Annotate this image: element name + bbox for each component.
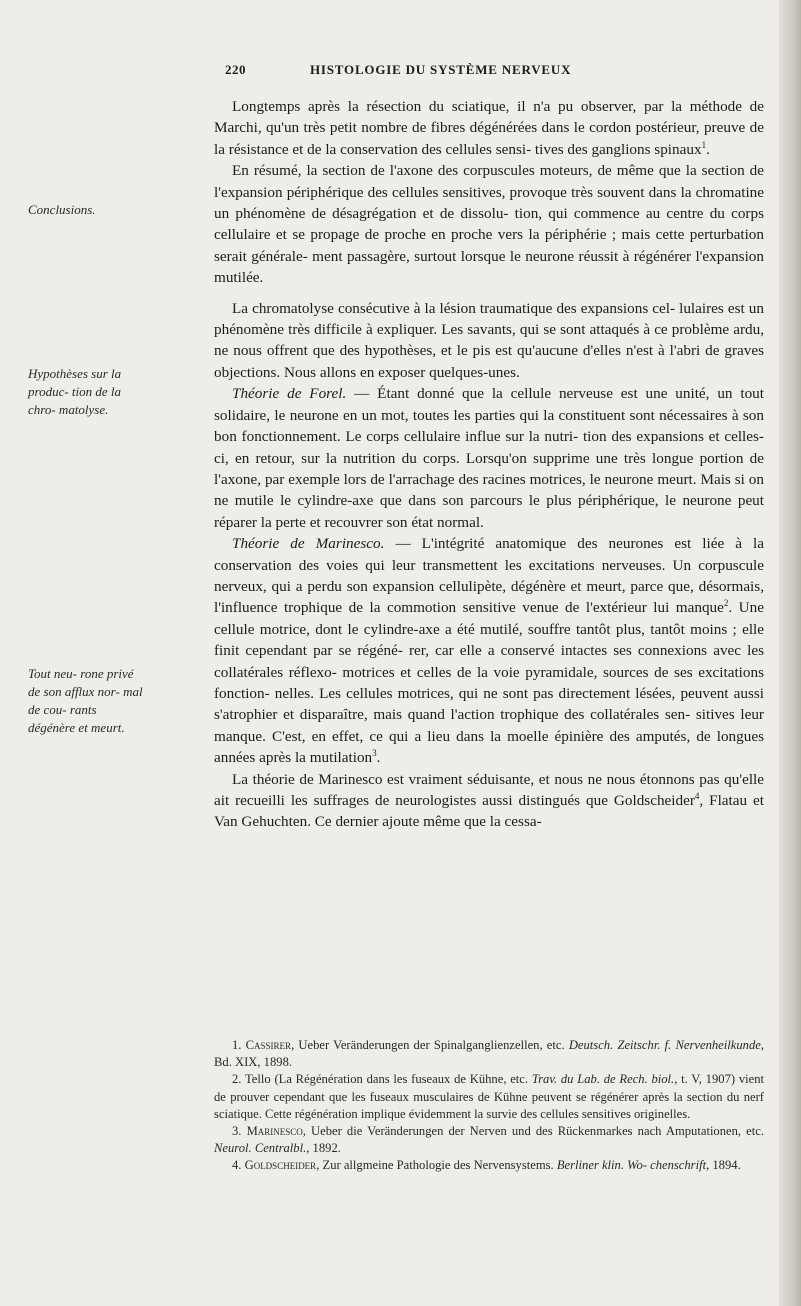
footnote-ref-2: 2 <box>723 598 729 609</box>
footnote-4: 4. Goldscheider, Zur allgmeine Pathologie des Nervensystems. Berliner klin. Wo- chenschrift, 1894. <box>232 1158 741 1173</box>
paragraph-2: En résumé, la section de l'axone des corpuscules moteurs, de même que la section de l'expansion périphérique des cellules sensitives, provoque très souvent dans la chromatine un phénomène de désagrégation et de dissolu- tion, qui commence au centre du corps cellulaire et se propage de proche en proche vers la périphérie ; mais cette perturbation serait générale- ment passagère, surtout lorsque le neurone réussit à régénérer l'expansion mutilée. <box>214 162 764 287</box>
page-number: 220 <box>225 62 246 77</box>
footnote-ref-4: 4 <box>694 790 700 801</box>
footnote-3: 3. Marinesco, Ueber die Veränderungen der Nerven und des Rückenmarkes nach Amputationen, etc. Neurol. Centralbl., 1892. <box>214 1124 764 1156</box>
running-title: HISTOLOGIE DU SYSTÈME NERVEUX <box>310 62 572 77</box>
paragraph-1: Longtemps après la résection du sciatique, il n'a pu observer, par la méthode de Marchi, qu'un très petit nombre de fibres dégénérées dans le cordon postérieur, preuve de la résistance et de la conservation des cellules sensi- tives des ganglions spinaux$^1$. <box>214 98 764 158</box>
page-header <box>0 62 801 82</box>
body-text <box>214 96 764 833</box>
sidenote-conclusions: Conclusions. <box>28 202 96 217</box>
footnotes <box>214 1037 764 1175</box>
footnote-ref-3: 3 <box>372 748 377 759</box>
heading-forel: Théorie de Forel. <box>232 385 347 403</box>
footnote-ref-1: 1 <box>701 139 707 150</box>
heading-marinesco: Théorie de Marinesco. <box>232 535 385 553</box>
page-edge-shadow <box>779 0 801 1306</box>
sidenote-hypotheses: Hypothèses sur la produc- tion de la chro- matolyse. <box>28 366 122 417</box>
paragraph-marinesco: Théorie de Marinesco. — L'intégrité anatomique des neurones est liée à la conservation des voies qui leur transmettent les excitations nerveuses. Un corpuscule nerveux, qui a perdu son expansion cellulipète, dégénère et meurt, parce que, désormais, l'influence trophique de la commotion sensitive venue de l'extérieur lui manque$^2$. Une cellule motrice, dont le cylindre-axe a été mutilé, souffre tantôt plus, tantôt moins ; elle finit cependant par se régéné- rer, car elle a conservé intactes ses connexions avec les collatérales réflexo- motrices et celles de la voie pyramidale, sources de ses excitations fonction- nelles. Les cellules motrices, qui ne sont pas directement lésées, peuvent aussi s'atrophier et disparaître, mais quand l'action trophique des collatérales sen- sitives leur manque. C'est, en effet, ce qui a lieu dans la moelle épinière des amputés, de longues années après la mutilation$^3$. <box>214 535 764 767</box>
paragraph-6: La théorie de Marinesco est vraiment séduisante, et nous ne nous étonnons pas qu'elle ait recueilli les suffrages de neurologistes aussi distingués que Goldscheider$^4$, Flatau et Van Gehuchten. Ce dernier ajoute même que la cessa- <box>214 770 764 831</box>
footnote-2: 2. Tello (La Régénération dans les fuseaux de Kühne, etc. Trav. du Lab. de Rech. biol., t. V, 1907) vient de prouver cependant que les fuseaux musculaires de Kühne peuvent se régénérer après la section du nerf sciatique. Cette régénération implique évidemment la survie des cellules sensitives originelles. <box>214 1072 765 1121</box>
footnote-1: 1. Cassirer, Ueber Veränderungen der Spinalganglienzellen, etc. Deutsch. Zeitschr. f. Nervenheilkunde, Bd. XIX, 1898. <box>214 1038 764 1070</box>
paragraph-3: La chromatolyse consécutive à la lésion traumatique des expansions cel- lulaires est un phénomène très difficile à expliquer. Les savants, qui se sont attaqués à ce problème ardu, ne nous offrent que des hypothèses, et le pis est qu'aucune d'elles n'est à l'abri de graves objections. Nous allons en exposer quelques-unes. <box>214 299 764 381</box>
sidenote-tout-neurone: Tout neu- rone privé de son afflux nor- mal de cou- rants dégénère et meurt. <box>28 666 143 735</box>
paragraph-forel: Théorie de Forel. — Étant donné que la cellule nerveuse est une unité, un tout solidaire, le neurone en un mot, toutes les parties qui la constituent sont nécessaires à son bon fonctionnement. Le corps cellulaire influe sur la nutri- tion des expansions et celles-ci, en retour, sur la nutrition du corps. Lorsqu'on supprime une très longue portion de l'axone, par exemple lors de l'arrachage des racines motrices, le neurone meurt. Mais si on ne mutile le cylindre-axe que dans son parcours le plus périphérique, le neurone peut réparer la perte et recouvrer son état normal. <box>214 385 764 531</box>
